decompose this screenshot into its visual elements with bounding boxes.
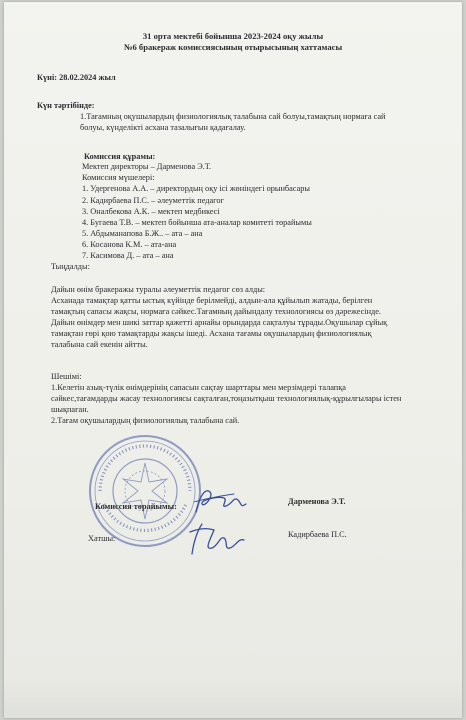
chair-line: Мектеп директоры – Дарменова Э.Т. <box>82 162 212 171</box>
heard-label: Тыңдалды: <box>51 262 90 271</box>
decision-line: сәйкес,тағамдарды жасау технологиясы сақталған,тоңазытқыш технологиялық-құрылғылары істен <box>51 394 402 403</box>
decision-line: 1.Келетін азық-түлік өнімдерінің сапасын сақтау шарттары мен мерзімдері талапқа <box>51 383 346 392</box>
doc-title-line2: №6 бракераж комиссиясының отырысының хаттамасы <box>123 42 343 52</box>
commission-heading: Комиссия құрамы: <box>84 152 156 161</box>
report-line: Дайын өнімдер мен шикі заттар қажетті арнайы орындарда сақталуы тұрады.Оқушылар сұйық <box>51 318 388 327</box>
agenda-line-1: 1.Тағамның оқушылардың физиологиялық талабына сай болуы,тамақтың нормаға сай <box>80 112 386 121</box>
secretary-label: Хатшы: <box>88 534 116 543</box>
secretary-signature <box>184 520 250 558</box>
member-item: 4. Бугаева Т.В. – мектеп бойынша ата-аналар комитеті төрайымы <box>82 218 312 227</box>
chairperson-name: Дарменова Э.Т. <box>288 497 346 506</box>
report-intro: Дайын өнім бракеражы туралы әлеуметтік педагог сөз алды: <box>51 285 266 294</box>
report-line: талабына сай екенін айтты. <box>51 340 148 349</box>
report-line: Асханада тамақтар қатты ыстық күйінде берілмейді, алдын-ала құйылып жатады, берілген <box>51 296 373 305</box>
decision-heading: Шешімі: <box>51 372 82 381</box>
document-page <box>4 2 462 718</box>
chairperson-signature <box>190 484 250 518</box>
secretary-name: Кадирбаева П.С. <box>288 530 347 539</box>
member-item: 2. Кадирбаева П.С. – әлеуметтік педагог <box>82 196 224 205</box>
page-shadow <box>4 678 462 718</box>
members-heading: Комиссия мүшелері: <box>82 173 155 182</box>
decision-line: шықпаған. <box>51 405 89 414</box>
report-line: тамақтан гөрі қою тамақтарды жақсы ішеді. Асхана тағамы оқушылардың физиологиялық <box>51 329 372 338</box>
doc-title-line1: 31 орта мектебі бойынша 2023-2024 оқу жылы <box>142 31 324 41</box>
agenda-line-2: болуы, күнделікті асхана тазалығын қадағалау. <box>80 123 246 132</box>
agenda-heading: Күн тәртібінде: <box>37 101 95 110</box>
member-item: 5. Абдыманапова Б.Ж.. – ата – ана <box>82 229 203 238</box>
member-item: 7. Касимова Д. – ата – ана <box>82 251 174 260</box>
report-line: тамақтың сапасы жақсы, нормаға сәйкес.Тағамның дайындалу технологиясы өз дәрежесінде. <box>51 307 381 316</box>
member-item: 3. Оналбекова А.К. – мектеп медбикесі <box>82 207 220 216</box>
member-item: 6. Косанова К.М. – ата-ана <box>82 240 177 249</box>
chairperson-label: Комиссия төрайымы: <box>95 502 177 511</box>
member-item: 1. Удергенова А.А. – директордың оқу ісі жөніндегі орынбасары <box>82 184 310 193</box>
doc-date: Күні: 28.02.2024 жыл <box>37 73 116 82</box>
decision-line: 2.Тағам оқушылардың физиологиялық талабына сай. <box>51 416 240 425</box>
